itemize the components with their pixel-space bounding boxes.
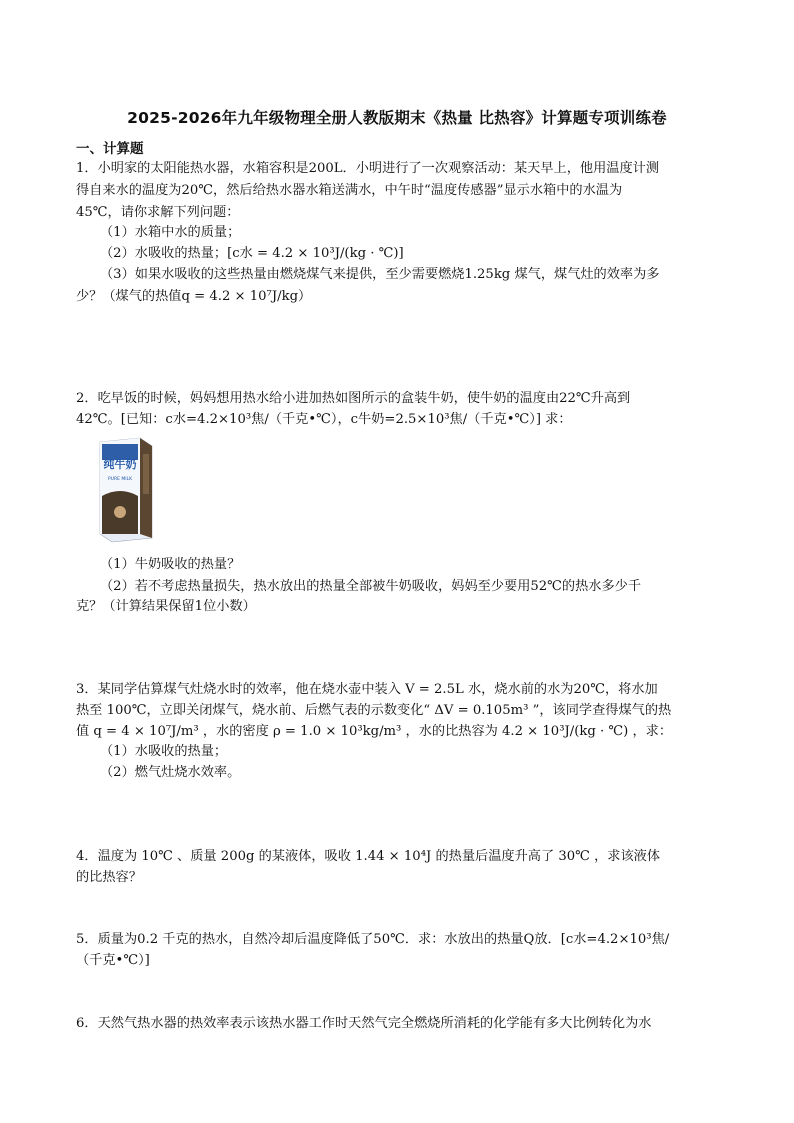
q3-line-1: 3．某同学估算煤气灶烧水时的效率，他在烧水壶中装入 V = 2.5L 水，烧水前的水为20℃，将水加 — [76, 682, 658, 697]
q1-line-7: 少？（煤气的热值q = 4.2 × 10⁷J/kg） — [76, 289, 312, 304]
q2-line-1: 2．吃早饭的时候，妈妈想用热水给小进加热如图所示的盒装牛奶，使牛奶的温度由22℃升高到 — [76, 391, 631, 406]
q1-sub-1: （1）水箱中水的质量； — [100, 225, 241, 240]
q2-sub-2: （2）若不考虑热量损失，热水放出的热量全部被牛奶吸收，妈妈至少要用52℃的热水多少千 — [100, 579, 642, 594]
q3-line-3: 值 q = 4 × 10⁷J/m³ ，水的密度 ρ = 1.0 × 10³kg/m³ ，水的比热容为 4.2 × 10³J/(kg · ℃) ，求： — [76, 724, 673, 739]
q6-line-1: 6．天然气热水器的热效率表示该热水器工作时天然气完全燃烧所消耗的化学能有多大比例转化为水 — [76, 1016, 652, 1031]
q3-line-2: 热至 100℃，立即关闭煤气，烧水前、后燃气表的示数变化“ ΔV = 0.105m³ ”，该同学查得煤气的热 — [76, 703, 672, 718]
q1-sub-3: （3）如果水吸收的这些热量由燃烧煤气来提供，至少需要燃烧1.25kg 煤气，煤气灶的效率为多 — [100, 267, 660, 282]
q1-line-2: 得自来水的温度为20℃，然后给热水器水箱送满水，中午时“温度传感器”显示水箱中的水温为 — [76, 183, 623, 198]
q1-line-1: 1．小明家的太阳能热水器，水箱容积是200L．小明进行了一次观察活动：某天早上，他用温度计测 — [76, 161, 660, 176]
section-heading: 一、计算题 — [76, 141, 144, 157]
q5-line-1: 5．质量为0.2 千克的热水，自然冷却后温度降低了50℃．求：水放出的热量Q放．[c水=4.2×10³焦/ — [76, 932, 670, 947]
q5-line-2: （千克•℃）] — [76, 953, 150, 968]
q3-sub-2: （2）燃气灶烧水效率。 — [100, 765, 241, 780]
milk-carton-image — [96, 434, 154, 544]
carton-sub-text: PURE MILK — [107, 477, 133, 482]
q1-line-3: 45℃，请你求解下列问题： — [76, 205, 240, 220]
q2-line-5: 克？（计算结果保留1位小数） — [76, 599, 256, 614]
q4-line-1: 4．温度为 10℃ 、质量 200g 的某液体，吸收 1.44 × 10⁴J 的热量后温度升高了 30℃ ，求该液体 — [76, 849, 661, 864]
q4-line-2: 的比热容？ — [76, 870, 142, 885]
q2-sub-1: （1）牛奶吸收的热量？ — [100, 557, 241, 572]
page-title: 2025-2026年九年级物理全册人教版期末《热量 比热容》计算题专项训练卷 — [127, 109, 667, 127]
q2-line-2: 42℃。[已知：c水=4.2×10³焦/（千克•℃），c牛奶=2.5×10³焦/（千克•℃）] 求： — [76, 412, 572, 427]
q1-sub-2: （2）水吸收的热量；[c水 = 4.2 × 10³J/(kg · ℃)] — [100, 246, 404, 261]
q3-sub-1: （1）水吸收的热量； — [100, 744, 228, 759]
carton-brand-text: 纯牛奶 — [103, 458, 137, 471]
